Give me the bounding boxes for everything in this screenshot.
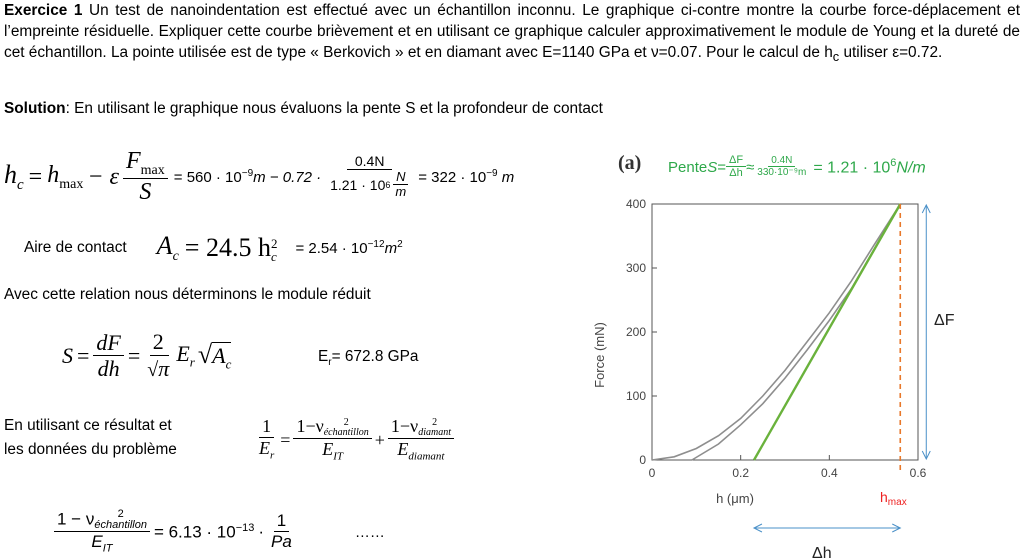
er-result: $E_r= 672.8$ GPa <box>318 348 419 369</box>
contact-area-line <box>24 228 403 268</box>
hmax-label: $h_{max}$ <box>880 489 907 508</box>
solution-label: Solution <box>4 100 66 117</box>
x-tick-label: 0.4 <box>820 466 838 480</box>
hmax-symbol: $h_{max}$ <box>47 161 84 192</box>
x-tick-label: 0.2 <box>732 466 750 480</box>
solution-line <box>4 100 603 118</box>
sample-term: 1−ν 2 échantillon $E_{IT}$ <box>293 417 371 463</box>
one-over-pa: $\frac{1}{Pa}$ <box>271 511 292 552</box>
y-tick-label: 400 <box>625 197 646 211</box>
two-over-sqrtpi: $\frac{2}{√\pi}$ <box>147 329 170 381</box>
force-displacement-chart <box>590 190 1010 560</box>
er-symbol: $E_r$ <box>176 341 195 370</box>
contact-area-label: Aire de contact <box>24 239 127 256</box>
final-lhs: 1 − ν 2 échantillon $E_{IT}$ <box>54 509 150 555</box>
panel-label: (a) <box>618 152 642 174</box>
exercise-statement <box>4 0 1020 67</box>
y-axis-label: Force (mN) <box>592 322 607 388</box>
using-text: En utilisant ce résultat et les données du problème <box>4 417 177 458</box>
s-equation: S = $\frac{dF}{dh}$ = $\frac{2}{√\pi}$ $E_r$ $√A_c$ <box>62 329 232 381</box>
final-equation: 1 − ν 2 échantillon $E_{IT}$ = $6.13 \cdot 10^{-13}$ · $\frac{1}{Pa}$ …… <box>54 504 385 560</box>
y-tick-label: 0 <box>639 453 646 467</box>
y-tick-label: 100 <box>625 389 646 403</box>
unloading-curve <box>692 204 900 460</box>
s-symbol: S <box>62 343 73 368</box>
exercise-hc-sub: c <box>832 49 840 65</box>
hc-result: = $322 \cdot 10^{-9}$ m <box>418 168 515 186</box>
y-tick-label: 200 <box>625 325 646 339</box>
ac-formula: $A_c$ <box>156 230 179 265</box>
x-tick-label: 0.6 <box>909 466 927 480</box>
hc-equation: $h_c$ = $h_{max}$ − ε $\frac{F_{max}}{S}$ = $560 \cdot 10^{-9}m - 0.72$ · 0.4N 1.21 · 10 6 $\frac{N}{m}$ = $322 \cdot 10^{-9}$ m <box>4 147 515 205</box>
ellipsis: …… <box>354 523 385 541</box>
solution-text: : En utilisant le graphique nous évaluons la pente S et la profondeur de contact <box>65 100 603 117</box>
sqrt-ac: $√A_c$ <box>197 339 232 372</box>
ac-value: = $2.54 \cdot 10^{-12}m^2$ <box>295 239 403 257</box>
y-tick-label: 300 <box>625 261 646 275</box>
slope-line <box>754 204 900 460</box>
fmax-over-s: $\frac{F_{max}}{S}$ <box>123 148 168 207</box>
reduced-modulus-text: Avec cette relation nous déterminons le module réduit <box>4 286 371 303</box>
one-over-er: $\frac{1}{E_r}$ <box>259 416 275 462</box>
hc-eval-a: = $560 \cdot 10^{-9}m - 0.72$ · <box>173 168 322 186</box>
slope-equation: Pente S = $\frac{\Delta F}{\Delta h}$ ≈ $\frac{0.4N}{\text{330·10⁻⁹m}}$ = $1.21 \cdot 10^6N/m$ <box>668 154 926 180</box>
er-equation: $\frac{1}{E_r}$ = 1−ν 2 échantillon $E_{IT}$ + 1−ν 2 diamant $E_{diamant}$ <box>256 410 454 470</box>
exercise-text-end: utiliser ε=0.72. <box>839 44 943 61</box>
df-dh: $\frac{dF}{dh}$ <box>93 331 123 381</box>
exercise-text: Un test de nanoindentation est effectué avec un échantillon inconnu. Le graphique ci-contre montre la courbe force-déplacement et l’empreinte résiduelle. Expliquer cette courbe brièvement et en utilisant ce graphique calculer approximativement le module de Young et la dureté de cet échantillon. La pointe utilisée est de type « Berkovich » et en diamant avec E=1140 GPa et ν=0.07. Pour le calcul de h <box>4 2 1020 61</box>
diamond-term: 1−ν 2 diamant $E_{diamant}$ <box>388 417 454 463</box>
delta-f-label: ΔF <box>934 312 955 329</box>
minus-epsilon: − ε <box>87 163 119 190</box>
inner-fraction: 0.4N 1.21 · 10 6 $\frac{N}{m}$ <box>327 154 412 201</box>
exercise-title: Exercice 1 <box>4 2 83 19</box>
x-axis-label: h (μm) <box>716 491 754 506</box>
x-tick-label: 0 <box>648 466 656 480</box>
hc-symbol: $h_c$ <box>4 159 24 194</box>
ac-rhs: = 24.5 h 2 c <box>184 232 278 265</box>
delta-h-label: Δh <box>812 545 832 560</box>
